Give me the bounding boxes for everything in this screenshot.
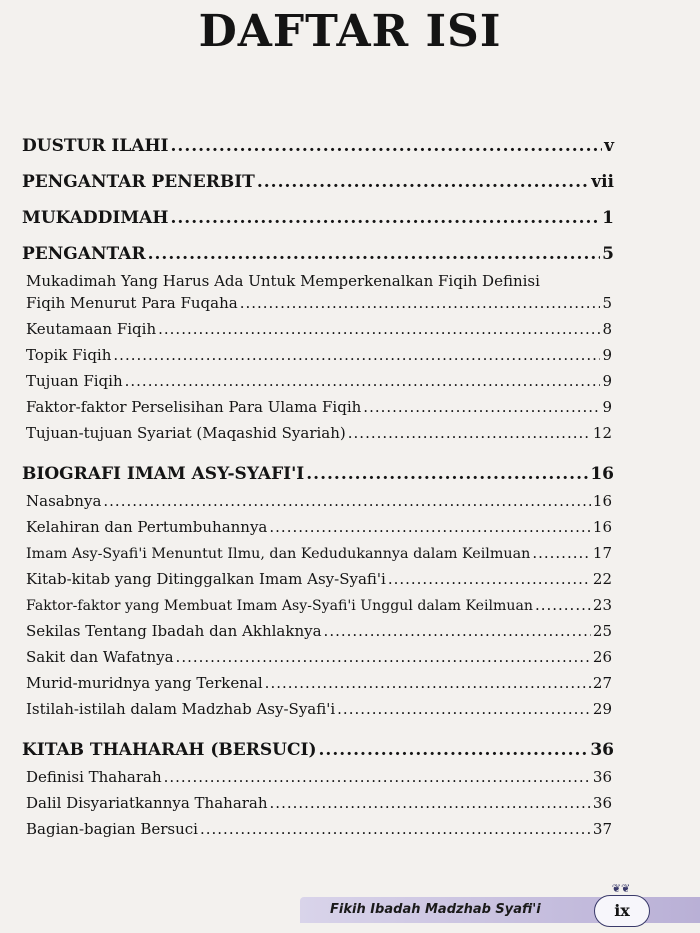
- toc-entry[interactable]: [22, 294, 614, 320]
- page-title: DAFTAR ISI: [198, 6, 502, 57]
- toc-entry[interactable]: [22, 700, 614, 726]
- toc-entry[interactable]: [22, 492, 614, 518]
- toc-entry[interactable]: [22, 346, 614, 372]
- toc-page: 9: [602, 346, 612, 364]
- toc-page: 29: [592, 700, 612, 718]
- toc-entry[interactable]: [22, 518, 614, 544]
- toc-label: Faktor-faktor yang Membuat Imam Asy-Syafi'i Unggul dalam Keilmuan: [26, 598, 533, 614]
- toc-label: Nasabnya: [26, 492, 102, 510]
- toc-page: 36: [592, 794, 612, 812]
- toc-label: PENGANTAR PENERBIT: [22, 172, 255, 192]
- toc-page: 27: [592, 674, 612, 692]
- toc-page: 16: [592, 518, 612, 536]
- toc-entry[interactable]: [22, 648, 614, 674]
- toc-page: 17: [592, 544, 612, 562]
- toc-label: Istilah-istilah dalam Madzhab Asy-Syafi'i: [26, 700, 336, 718]
- leader-dots: [170, 208, 600, 228]
- toc-entry[interactable]: [22, 674, 614, 700]
- leader-dots: [158, 320, 600, 338]
- toc-entry[interactable]: [22, 372, 614, 398]
- toc-page: 16: [590, 464, 614, 484]
- toc-label: BIOGRAFI IMAM ASY-SYAFI'I: [22, 464, 305, 484]
- leader-dots: [125, 372, 601, 390]
- ornament-icon: ❦❦: [611, 882, 631, 895]
- toc-entry[interactable]: [22, 794, 614, 820]
- toc-page: 23: [592, 596, 612, 614]
- toc-label: Faktor-faktor Perselisihan Para Ulama Fiqih: [26, 398, 362, 416]
- leader-dots: [200, 820, 591, 838]
- toc-page: 9: [602, 372, 612, 390]
- toc-entry[interactable]: [22, 398, 614, 424]
- toc-label: DUSTUR ILAHI: [22, 136, 169, 156]
- toc-label: Dalil Disyariatkannya Thaharah: [26, 794, 268, 812]
- leader-dots: [257, 172, 589, 192]
- toc-entry[interactable]: [22, 820, 614, 846]
- toc-label: KITAB THAHARAH (BERSUCI): [22, 740, 317, 760]
- toc-entry[interactable]: [22, 320, 614, 346]
- leader-dots: [270, 794, 591, 812]
- toc-entry[interactable]: [22, 768, 614, 794]
- toc-entry[interactable]: [22, 622, 614, 648]
- leader-dots: [148, 244, 601, 264]
- toc-label: Fiqih Menurut Para Fuqaha: [26, 294, 238, 312]
- toc-page: 9: [602, 398, 612, 416]
- leader-dots: [240, 294, 601, 312]
- toc-label: Keutamaan Fiqih: [26, 320, 157, 338]
- toc-label: Imam Asy-Syafi'i Menuntut Ilmu, dan Kedudukannya dalam Keilmuan: [26, 546, 531, 562]
- toc-label: Kelahiran dan Pertumbuhannya: [26, 518, 268, 536]
- leader-dots: [164, 768, 591, 786]
- toc-page: 26: [592, 648, 612, 666]
- toc-label: PENGANTAR: [22, 244, 146, 264]
- toc-label: Topik Fiqih: [26, 346, 112, 364]
- toc-page: 36: [592, 768, 612, 786]
- toc-label: Sekilas Tentang Ibadah dan Akhlaknya: [26, 622, 322, 640]
- toc-page: 36: [590, 740, 614, 760]
- toc-page: 5: [602, 294, 612, 312]
- leader-dots: [337, 700, 591, 718]
- toc-section-mukaddimah[interactable]: [22, 208, 614, 232]
- toc-page: 8: [602, 320, 612, 338]
- toc-entry[interactable]: [22, 272, 614, 294]
- leader-dots: [532, 544, 591, 562]
- leader-dots: [535, 596, 591, 614]
- toc-label: Tujuan Fiqih: [26, 372, 123, 390]
- toc-page: 5: [602, 244, 614, 264]
- toc-label: MUKADDIMAH: [22, 208, 169, 228]
- toc-page: 12: [592, 424, 612, 442]
- toc-entry[interactable]: [22, 424, 614, 450]
- leader-dots: [324, 622, 591, 640]
- toc-label: Mukadimah Yang Harus Ada Untuk Memperkenalkan Fiqih Definisi: [26, 272, 540, 290]
- toc-page: 37: [592, 820, 612, 838]
- toc-entry[interactable]: [22, 596, 614, 622]
- toc-section-pengantar-penerbit[interactable]: [22, 172, 614, 196]
- toc-entry[interactable]: [22, 544, 614, 570]
- leader-dots: [103, 492, 591, 510]
- toc-label: Bagian-bagian Bersuci: [26, 820, 198, 838]
- leader-dots: [269, 518, 591, 536]
- toc-section-pengantar[interactable]: [22, 244, 614, 268]
- leader-dots: [176, 648, 591, 666]
- leader-dots: [319, 740, 589, 760]
- toc-label: Sakit dan Wafatnya: [26, 648, 174, 666]
- toc-page: 25: [592, 622, 612, 640]
- leader-dots: [265, 674, 591, 692]
- toc-label: Tujuan-tujuan Syariat (Maqashid Syariah): [26, 424, 346, 442]
- toc-label: Murid-muridnya yang Terkenal: [26, 674, 263, 692]
- leader-dots: [348, 424, 591, 442]
- toc-page: 16: [592, 492, 612, 510]
- toc-entry[interactable]: [22, 570, 614, 596]
- page-footer: [0, 883, 700, 933]
- toc-page: vii: [591, 172, 614, 192]
- footer-page-number: ix: [594, 895, 650, 927]
- footer-book-title: Fikih Ibadah Madzhab Syafi'i: [330, 902, 541, 917]
- toc-section-biografi[interactable]: [22, 464, 614, 488]
- table-of-contents: [22, 136, 614, 846]
- toc-page: v: [604, 136, 614, 156]
- toc-page: 1: [602, 208, 614, 228]
- toc-section-kitab-thaharah[interactable]: [22, 740, 614, 764]
- toc-label: Kitab-kitab yang Ditinggalkan Imam Asy-Syafi'i: [26, 570, 386, 588]
- leader-dots: [388, 570, 591, 588]
- leader-dots: [306, 464, 588, 484]
- toc-label: Definisi Thaharah: [26, 768, 162, 786]
- toc-page: 22: [592, 570, 612, 588]
- leader-dots: [170, 136, 602, 156]
- leader-dots: [113, 346, 600, 364]
- toc-section-dustur-ilahi[interactable]: [22, 136, 614, 160]
- leader-dots: [363, 398, 600, 416]
